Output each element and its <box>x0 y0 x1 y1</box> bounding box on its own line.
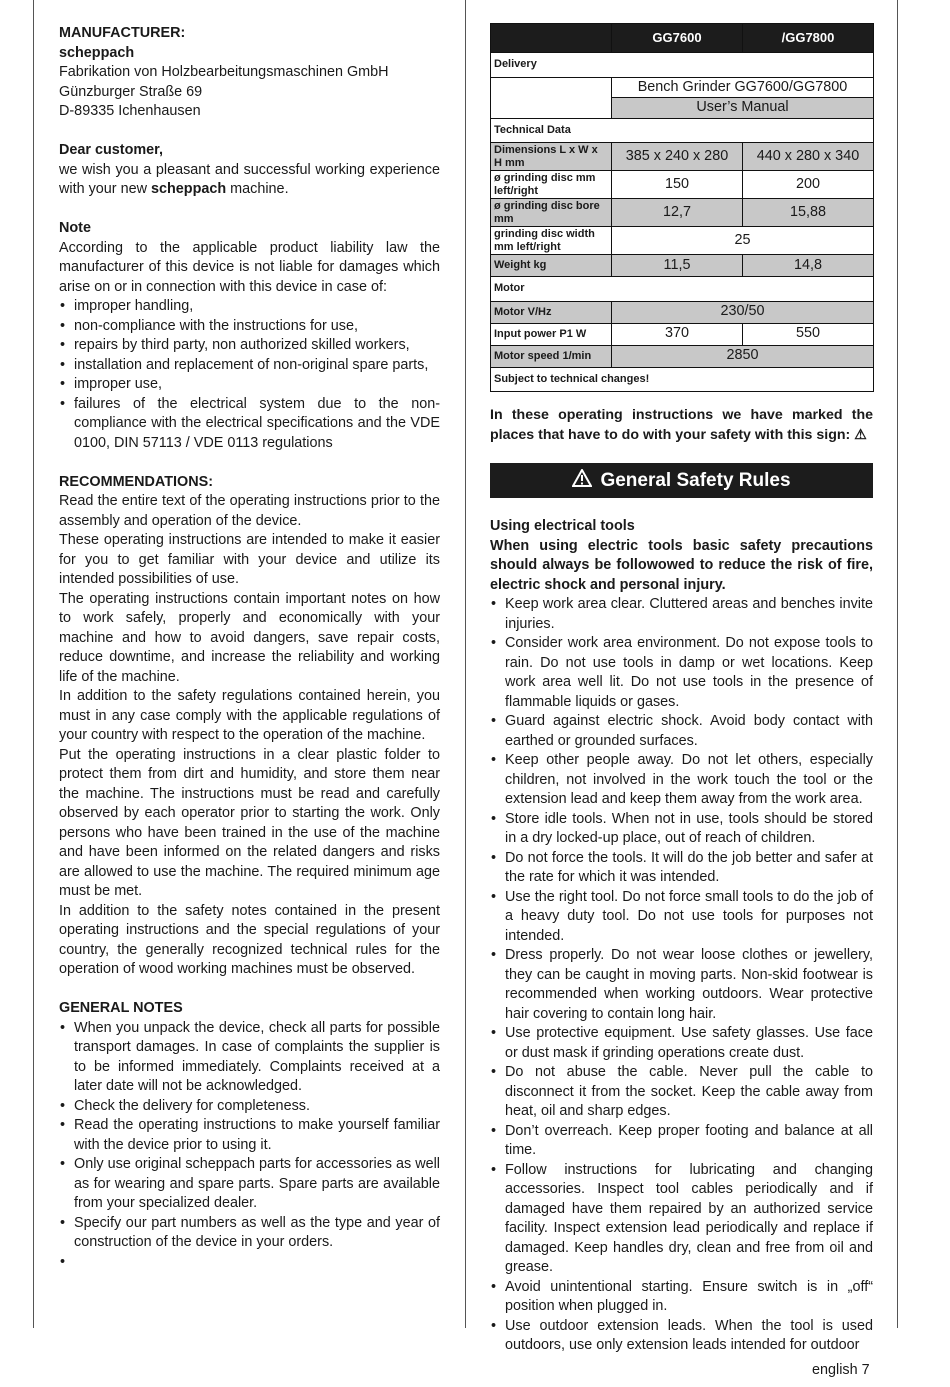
row-value: 15,88 <box>743 199 874 227</box>
banner-title: General Safety Rules <box>600 469 791 491</box>
table-row <box>491 227 874 255</box>
left-margin-line <box>33 0 34 1328</box>
row-label: Weight kg <box>491 255 612 277</box>
recommendation-paragraph: Put the operating instructions in a clear plastic folder to protect them from dirt and humidity, and store them near the machine. The instructions must be read and carefully observed by each operator prior to starting the work. Only persons who have been trained in the use of the machine and have been informed on the related dangers and risks are allowed to use the machine. The required minimum age must be met. <box>59 746 440 899</box>
table-row <box>491 345 874 367</box>
technical-changes-note: Subject to technical changes! <box>491 367 874 392</box>
column-header-gg7800: /GG7800 <box>743 24 874 53</box>
safety-rule-item: • Keep work area clear. Cluttered areas and benches invite injuries. <box>490 595 873 634</box>
note-intro: According to the applicable product liability law the manufacturer of this device is not liable for damages which arise on or in connection with this device in case of: <box>59 239 440 295</box>
address-line: Günzburger Straße 69 <box>59 83 203 100</box>
general-notes-item: • When you unpack the device, check all parts for possible transport damages. In case of complaints the supplier is to be informed immediately. Complaints received at a later date will not be acknowledged. <box>59 1019 440 1097</box>
table-row <box>491 323 874 345</box>
general-notes-item: • Specify our part numbers as well as the type and year of construction of the device in your orders. <box>59 1214 440 1253</box>
safety-rule-item: • Use protective equipment. Use safety glasses. Use face or dust mask if grinding operations create dust. <box>490 1024 873 1063</box>
general-notes-item: • Read the operating instructions to make yourself familiar with the device prior to using it. <box>59 1116 440 1155</box>
delivery-label: Delivery <box>491 53 874 78</box>
safety-rule-item: • Follow instructions for lubricating and changing accessories. Inspect tool cables periodically and if damaged have them repaired by an authorized service facility. Inspect extension lead periodically and replace if damaged. Keep handles dry, clean and free from oil and grease. <box>490 1161 873 1278</box>
general-notes-list <box>59 1019 440 1273</box>
note-list-item: • non-compliance with the instructions for use, <box>59 317 440 337</box>
row-value: 200 <box>743 171 874 199</box>
warning-triangle-icon <box>572 469 592 492</box>
row-label: grinding disc width mm left/right <box>491 227 612 255</box>
using-tools-intro: When using electric tools basic safety precautions should always be followowed to reduce the risk of fire, electric shock and personal injury. <box>490 537 873 593</box>
safety-rule-item: • Do not force the tools. It will do the job better and safer at the rate for which it was intended. <box>490 849 873 888</box>
row-label: Motor speed 1/min <box>491 345 612 367</box>
delivery-item: User’s Manual <box>612 98 874 119</box>
column-header-gg7600: GG7600 <box>612 24 743 53</box>
manufacturer-heading: MANUFACTURER: <box>59 25 186 41</box>
general-notes-item: • Only use original scheppach parts for accessories as well as for wearing and spare parts. Spare parts are available from your specialized dealer. <box>59 1155 440 1214</box>
general-notes-item: • Check the delivery for completeness. <box>59 1097 440 1117</box>
row-value: 12,7 <box>612 199 743 227</box>
address-line: D-89335 Ichenhausen <box>59 103 201 119</box>
row-value: 550 <box>743 323 874 345</box>
row-value: 370 <box>612 323 743 345</box>
safety-rule-item: • Do not abuse the cable. Never pull the cable to disconnect it from the socket. Keep the cable away from heat, oil and sharp edges. <box>490 1063 873 1122</box>
row-label: Motor V/Hz <box>491 301 612 323</box>
dear-text: we wish you a pleasant and successful working experience with your new scheppach machine. <box>59 161 440 197</box>
recommendation-paragraph: The operating instructions contain important notes on how to work safely, properly and economically with your machine and how to avoid dangers, save repair costs, reduce downtime, and increase the reliability and working life of the machine. <box>59 590 440 685</box>
safety-rule-item: • Consider work area environment. Do not expose tools to rain. Do not use tools in damp or wet locations. Keep work area well lit. Do not use tools in the presence of flammable liquids or gases. <box>490 634 873 712</box>
note-list <box>59 297 440 453</box>
using-tools-heading: Using electrical tools <box>490 518 635 534</box>
safety-rule-item: • Store idle tools. When not in use, tools should be stored in a dry locked-up place, out of reach of children. <box>490 810 873 849</box>
motor-label: Motor <box>491 277 874 302</box>
note-heading: Note <box>59 220 91 236</box>
recommendations-heading: RECOMMENDATIONS: <box>59 473 214 490</box>
safety-rule-item: • Don’t overreach. Keep proper footing and balance at all time. <box>490 1122 873 1161</box>
general-safety-rules-banner <box>490 463 873 498</box>
note-list-item: • failures of the electrical system due to the non-compliance with the electrical specifications and the VDE 0100, DIN 57113 / VDE 0113 regulations <box>59 395 440 454</box>
row-value: 230/50 <box>612 301 874 323</box>
row-label: ø grinding disc bore mm <box>491 199 612 227</box>
right-column <box>490 23 873 1356</box>
left-column <box>59 24 440 1272</box>
address-line: Fabrikation von Holzbearbeitungsmaschinen GmbH <box>59 64 389 80</box>
safety-sign-note: In these operating instructions we have marked the places that have to do with your safety with this sign: ⚠ <box>490 407 873 443</box>
table-row <box>491 199 874 227</box>
row-value: 150 <box>612 171 743 199</box>
note-list-item: • repairs by third party, non authorized skilled workers, <box>59 336 440 356</box>
recommendation-paragraph: These operating instructions are intended to make it easier for you to get familiar with your device and utilize its intended possibilities of use. <box>59 532 440 587</box>
row-value: 14,8 <box>743 255 874 277</box>
center-divider-line <box>465 0 466 1328</box>
recommendation-paragraph: In addition to the safety regulations contained herein, you must in any case comply with the applicable regulations of your country with respect to the operation of the machine. <box>59 688 440 743</box>
manufacturer-name: scheppach <box>59 44 135 61</box>
right-margin-line <box>897 0 898 1328</box>
row-label: Input power P1 W <box>491 323 612 345</box>
safety-rule-item: • Guard against electric shock. Avoid body contact with earthed or grounded surfaces. <box>490 712 873 751</box>
table-row <box>491 255 874 277</box>
table-row <box>491 143 874 171</box>
general-notes-item <box>59 1253 440 1273</box>
safety-rule-item: • Use outdoor extension leads. When the tool is used outdoors, use only extension leads intended for outdoor <box>490 1317 873 1356</box>
safety-rule-item: • Keep other people away. Do not let others, especially children, not involved in the work touch the tool or the extension lead and keep them away from the work area. <box>490 751 873 810</box>
technical-data-label: Technical Data <box>491 118 874 143</box>
table-row <box>491 171 874 199</box>
safety-rule-item: • Dress properly. Do not wear loose clothes or jewellery, they can be caught in moving parts. Non-skid footwear is recommended when working outdoors. Wear protective hair covering to contain long hair. <box>490 946 873 1024</box>
dear-heading: Dear customer, <box>59 142 163 158</box>
row-value: 2850 <box>612 345 874 367</box>
recommendations-text <box>59 492 440 980</box>
page-footer: english 7 <box>812 1362 870 1378</box>
recommendation-paragraph: In addition to the safety notes contained in the present operating instructions and the special regulations of your country, the generally recognized technical rules for the operation of wood working machines must be observed. <box>59 902 440 977</box>
note-list-item: • installation and replacement of non-original spare parts, <box>59 356 440 376</box>
row-label: Dimensions L x W x H mm <box>491 143 612 171</box>
row-value: 11,5 <box>612 255 743 277</box>
safety-rule-item: • Avoid unintentional starting. Ensure switch is in „off“ position when plugged in. <box>490 1278 873 1317</box>
recommendation-paragraph: Read the entire text of the operating instructions prior to the assembly and operation of the device. <box>59 493 440 529</box>
note-list-item: • improper handling, <box>59 297 440 317</box>
row-value: 25 <box>612 227 874 255</box>
note-list-item: • improper use, <box>59 375 440 395</box>
row-label: ø grinding disc mm left/right <box>491 171 612 199</box>
row-value: 440 x 280 x 340 <box>743 143 874 171</box>
general-notes-heading: GENERAL NOTES <box>59 1000 183 1016</box>
safety-rule-item: • Use the right tool. Do not force small tools to do the job of a heavy duty tool. Do not use tools for purposes not intended. <box>490 888 873 947</box>
row-value: 385 x 240 x 280 <box>612 143 743 171</box>
technical-data-table <box>490 23 874 392</box>
delivery-item: Bench Grinder GG7600/GG7800 <box>612 77 874 98</box>
safety-rules-list <box>490 595 873 1356</box>
table-row <box>491 301 874 323</box>
